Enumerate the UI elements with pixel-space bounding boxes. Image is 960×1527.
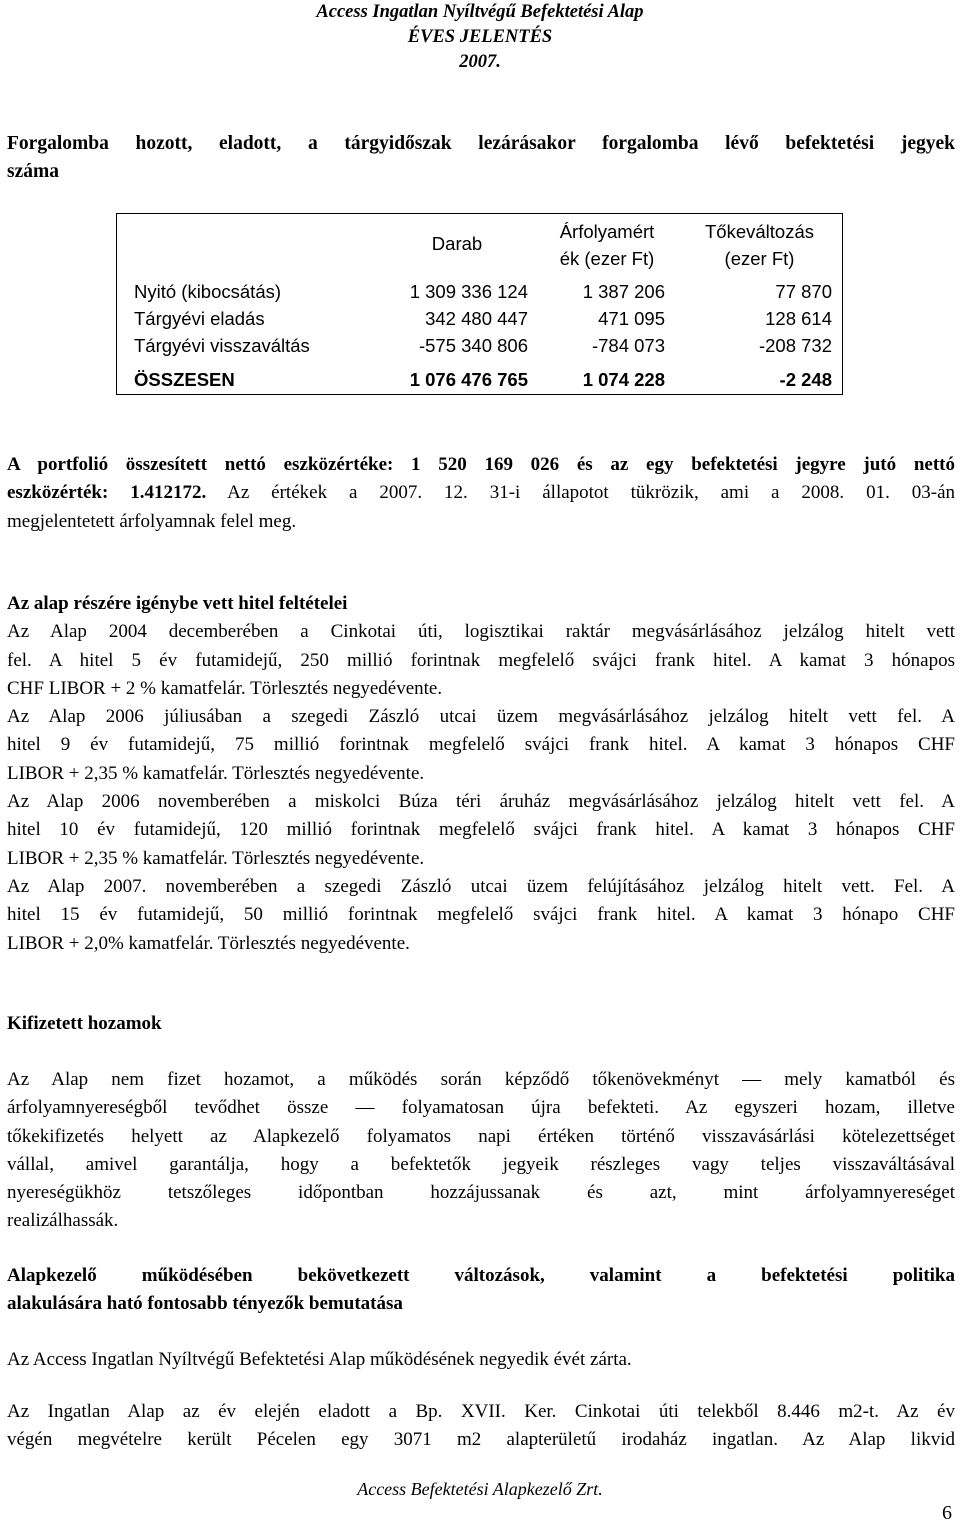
loan-section: Az alap részére igénybe vett hitel feltételei Az Alap 2004 decemberében a Cinkotai úti, logisztikai raktár megvásárlásához jelzálog hitelt vett fel. A hitel 5 év futamidejű, 250 millió forintnak megfelelő svájci frank hitel. A kamat 3 hónapos CHF LIBOR + 2 % kamatfelár. Törlesztés negyedévente. Az Alap 2006 júliusában a szegedi Zászló utcai üzem megvásárlásához jelzálog hitelt vett fel. A hitel 9 év futamidejű, 75 millió forintnak megfelelő svájci frank hitel. A kamat 3 hónapos CHF LIBOR + 2,35 % kamatfelár. Törlesztés negyedévente. Az Alap 2006 novemberében a miskolci Búza téri áruház megvásárlásához jelzálog hitelt vett fel. A hitel 10 év futamidejű, 120 millió forintnak megfelelő svájci frank hitel. A kamat 3 hónapos CHF LIBOR + 2,35 % kamatfelár. Törlesztés negyedévente. Az Alap 2007. novemberében a szegedi Zászló utcai üzem felújításához jelzálog hitelt vett. Fel. A hitel 15 év futamidejű, 50 millió forintnak megfelelő svájci frank hitel. A kamat 3 hónapo CHF LIBOR + 2,0% kamatfelár. Törlesztés negyedévente. — [7, 590, 955, 958]
document-footer: Access Befektetési Alapkezelő Zrt. — [357, 1479, 603, 1499]
cell-nyito-darab: 1 309 336 124 — [409, 281, 528, 302]
units-table — [116, 213, 843, 395]
col-header-toke-l2: (ezer Ft) — [724, 248, 795, 269]
report-title: ÉVES JELENTÉS — [407, 27, 553, 47]
row-label-nyito: Nyitó (kibocsátás) — [134, 281, 282, 302]
changes-paragraph-1: Az Access Ingatlan Nyíltvégű Befektetési Alap működésének negyedik évét zárta. — [7, 1349, 632, 1370]
document-header — [0, 0, 960, 75]
row-label-total: ÖSSZESEN — [134, 369, 235, 390]
cell-total-toke: -2 248 — [779, 369, 832, 390]
changes-title: Alapkezelő működésében bekövetkezett változások, valamint a befektetési politika alakulására ható fontosabb tényezők bemutatása — [7, 1265, 955, 1315]
section-title: Forgalomba hozott, eladott, a tárgyidőszak lezárásakor forgalomba lévő befektetési jegyek száma — [7, 133, 955, 183]
col-header-darab: Darab — [431, 233, 483, 254]
cell-eladas-arfolyam: 471 095 — [598, 308, 665, 329]
cell-total-arfolyam: 1 074 228 — [582, 369, 665, 390]
portfolio-paragraph: A portfolió összesített nettó eszközértéke: 1 520 169 026 és az egy befektetési jegyre jutó nettó eszközérték: 1.412172. Az értékek a 2007. 12. 31-i állapotot tükrözik, ami a 2008. 01. 03-án megjelentetett árfolyamnak felel meg. — [7, 454, 956, 532]
col-header-arfolyam-l2: ék (ezer Ft) — [559, 248, 655, 269]
cell-nyito-toke: 77 870 — [775, 281, 832, 302]
fund-name: Access Ingatlan Nyíltvégű Befektetési Alap — [316, 2, 644, 22]
row-label-eladas: Tárgyévi eladás — [134, 308, 265, 329]
col-header-arfolyam-l1: Árfolyamért — [559, 221, 655, 242]
col-header-toke-l1: Tőkeváltozás — [705, 221, 814, 242]
cell-visszavaltas-darab: -575 340 806 — [418, 335, 528, 356]
cell-visszavaltas-toke: -208 732 — [758, 335, 832, 356]
report-year: 2007. — [459, 52, 501, 72]
yield-title: Kifizetett hozamok — [7, 1013, 162, 1034]
yield-paragraph: Az Alap nem fizet hozamot, a működés során képződő tőkenövekményt — mely kamatból és árfolyamnyereségből tevődhet össze — folyamatosan újra befekteti. Az egyszeri hozam, illetve tőkekifizetés helyett az Alapkezelő folyamatos napi értéken történő visszavásárlási kötelezettséget vállal, amivel garantálja, hogy a befektetők jegyeik részleges vagy teljes visszaváltásával nyereségükhöz tetszőleges időpontban hozzájussanak és azt, mint árfolyamnyereséget realizálhassák. — [7, 1069, 955, 1232]
cell-eladas-darab: 342 480 447 — [425, 308, 528, 329]
cell-total-darab: 1 076 476 765 — [409, 369, 528, 390]
cell-eladas-toke: 128 614 — [765, 308, 832, 329]
changes-paragraph-2: Az Ingatlan Alap az év elején eladott a Bp. XVII. Ker. Cinkotai úti telekből 8.446 m2-t. Az év végén megvételre került Pécelen egy 3071 m2 alapterületű irodaház ingatlan. Az Alap likvid — [7, 1401, 955, 1451]
cell-nyito-arfolyam: 1 387 206 — [582, 281, 665, 302]
cell-visszavaltas-arfolyam: -784 073 — [591, 335, 665, 356]
page-number: 6 — [942, 1502, 952, 1524]
row-label-visszavaltas: Tárgyévi visszaváltás — [134, 335, 310, 356]
loan-title: Az alap részére igénybe vett hitel feltételei — [7, 593, 348, 614]
